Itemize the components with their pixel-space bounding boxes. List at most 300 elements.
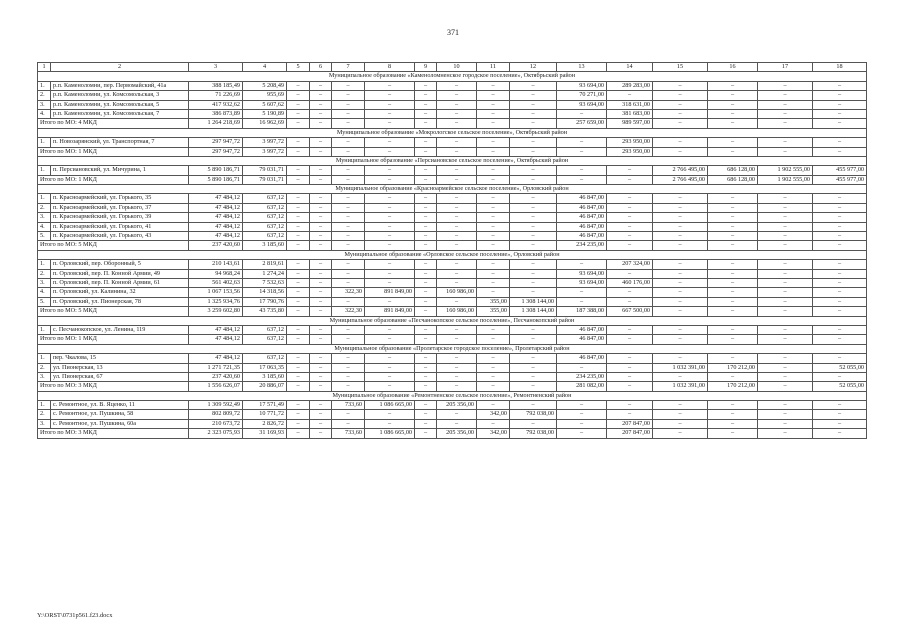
- value-cell: 2 826,72: [243, 419, 287, 428]
- total-value: –: [708, 241, 758, 250]
- value-cell: –: [477, 363, 510, 372]
- value-cell: 46 847,00: [557, 194, 607, 203]
- table-row: [38, 213, 867, 222]
- value-cell: 2 766 495,00: [653, 166, 708, 175]
- total-value: 237 420,60: [189, 241, 243, 250]
- value-cell: –: [437, 419, 477, 428]
- total-value: –: [653, 307, 708, 316]
- value-cell: 637,12: [243, 222, 287, 231]
- value-cell: –: [365, 194, 415, 203]
- value-cell: 2 819,61: [243, 260, 287, 269]
- value-cell: 637,12: [243, 354, 287, 363]
- value-cell: –: [653, 232, 708, 241]
- value-cell: –: [332, 232, 365, 241]
- value-cell: –: [758, 138, 813, 147]
- value-cell: 5 607,62: [243, 100, 287, 109]
- total-value: 205 356,00: [437, 429, 477, 438]
- value-cell: –: [758, 81, 813, 90]
- row-number: 1.: [38, 166, 51, 175]
- value-cell: –: [365, 297, 415, 306]
- total-label: Итого по МО: 4 МКД: [38, 119, 189, 128]
- column-number: 13: [557, 63, 607, 72]
- value-cell: –: [310, 401, 332, 410]
- total-value: –: [310, 147, 332, 156]
- value-cell: –: [310, 194, 332, 203]
- value-cell: –: [365, 260, 415, 269]
- value-cell: –: [332, 138, 365, 147]
- value-cell: –: [332, 410, 365, 419]
- address-cell: пер. Чкалова, 15: [51, 354, 189, 363]
- municipality-title: Муниципальное образование «Песчанокопское сельское поселение», Песчанокопский район: [38, 316, 867, 325]
- total-value: –: [813, 147, 867, 156]
- value-cell: 355,00: [477, 297, 510, 306]
- total-value: 733,60: [332, 429, 365, 438]
- total-value: 46 847,00: [557, 335, 607, 344]
- value-cell: –: [758, 297, 813, 306]
- total-value: –: [310, 241, 332, 250]
- value-cell: –: [758, 260, 813, 269]
- total-value: 160 986,00: [437, 307, 477, 316]
- value-cell: –: [437, 410, 477, 419]
- value-cell: –: [415, 100, 437, 109]
- value-cell: –: [365, 278, 415, 287]
- value-cell: –: [477, 194, 510, 203]
- column-number: 9: [415, 63, 437, 72]
- value-cell: 1 902 555,00: [758, 166, 813, 175]
- value-cell: 637,12: [243, 232, 287, 241]
- address-cell: с. Ремонтное, ул. В. Яценко, 11: [51, 401, 189, 410]
- row-number: 3.: [38, 278, 51, 287]
- value-cell: –: [287, 288, 310, 297]
- total-label: Итого по МО: 5 МКД: [38, 241, 189, 250]
- table-row: [38, 410, 867, 419]
- total-row: [38, 335, 867, 344]
- value-cell: –: [437, 297, 477, 306]
- value-cell: –: [813, 203, 867, 212]
- value-cell: 7 532,63: [243, 278, 287, 287]
- value-cell: –: [708, 260, 758, 269]
- value-cell: 52 055,00: [813, 363, 867, 372]
- value-cell: –: [415, 81, 437, 90]
- value-cell: 455 977,00: [813, 166, 867, 175]
- value-cell: –: [813, 213, 867, 222]
- total-value: 79 031,71: [243, 175, 287, 184]
- value-cell: –: [758, 372, 813, 381]
- municipality-header-row: [38, 344, 867, 353]
- total-value: –: [477, 175, 510, 184]
- total-value: 342,00: [477, 429, 510, 438]
- municipality-title: Муниципальное образование «Ремонтненское сельское поселение», Ремонтненский район: [38, 391, 867, 400]
- value-cell: –: [310, 222, 332, 231]
- column-number: 16: [708, 63, 758, 72]
- value-cell: –: [437, 138, 477, 147]
- row-number: 2.: [38, 363, 51, 372]
- value-cell: 47 484,12: [189, 194, 243, 203]
- value-cell: –: [708, 213, 758, 222]
- total-value: –: [415, 241, 437, 250]
- total-value: –: [287, 382, 310, 391]
- value-cell: –: [287, 401, 310, 410]
- value-cell: –: [365, 354, 415, 363]
- value-cell: 637,12: [243, 194, 287, 203]
- value-cell: –: [708, 81, 758, 90]
- value-cell: 1 032 391,00: [653, 363, 708, 372]
- total-value: –: [332, 147, 365, 156]
- value-cell: –: [437, 166, 477, 175]
- value-cell: –: [510, 166, 557, 175]
- value-cell: 802 809,72: [189, 410, 243, 419]
- table-row: [38, 203, 867, 212]
- value-cell: –: [310, 419, 332, 428]
- value-cell: 10 771,72: [243, 410, 287, 419]
- value-cell: –: [310, 109, 332, 118]
- value-cell: –: [415, 325, 437, 334]
- value-cell: 46 847,00: [557, 213, 607, 222]
- value-cell: –: [708, 288, 758, 297]
- table-row: [38, 354, 867, 363]
- total-value: 234 235,00: [557, 241, 607, 250]
- value-cell: –: [415, 363, 437, 372]
- value-cell: –: [510, 363, 557, 372]
- value-cell: –: [477, 372, 510, 381]
- value-cell: –: [557, 419, 607, 428]
- value-cell: –: [653, 138, 708, 147]
- value-cell: 79 031,71: [243, 166, 287, 175]
- row-number: 1.: [38, 325, 51, 334]
- value-cell: –: [758, 419, 813, 428]
- table-row: [38, 100, 867, 109]
- total-value: –: [557, 175, 607, 184]
- value-cell: –: [813, 419, 867, 428]
- table-row: [38, 81, 867, 90]
- municipality-header-row: [38, 156, 867, 165]
- value-cell: –: [510, 325, 557, 334]
- total-value: 170 212,00: [708, 382, 758, 391]
- row-number: 1.: [38, 81, 51, 90]
- value-cell: –: [287, 91, 310, 100]
- value-cell: –: [708, 222, 758, 231]
- value-cell: –: [437, 109, 477, 118]
- municipality-header-row: [38, 316, 867, 325]
- total-value: –: [758, 147, 813, 156]
- total-value: –: [510, 382, 557, 391]
- total-label: Итого по МО: 3 МКД: [38, 429, 189, 438]
- value-cell: –: [332, 109, 365, 118]
- value-cell: –: [415, 354, 437, 363]
- table-row: [38, 278, 867, 287]
- value-cell: –: [653, 203, 708, 212]
- value-cell: –: [607, 194, 653, 203]
- value-cell: –: [365, 419, 415, 428]
- value-cell: 3 997,72: [243, 138, 287, 147]
- total-value: –: [332, 241, 365, 250]
- value-cell: –: [653, 354, 708, 363]
- total-value: 667 500,00: [607, 307, 653, 316]
- value-cell: –: [813, 372, 867, 381]
- value-cell: –: [758, 354, 813, 363]
- value-cell: –: [415, 166, 437, 175]
- value-cell: –: [813, 194, 867, 203]
- value-cell: 342,00: [477, 410, 510, 419]
- value-cell: –: [365, 203, 415, 212]
- value-cell: –: [813, 278, 867, 287]
- address-cell: п. Орловский, пер. Оборонный, 5: [51, 260, 189, 269]
- value-cell: 207 847,00: [607, 419, 653, 428]
- total-label: Итого по МО: 1 МКД: [38, 147, 189, 156]
- value-cell: 3 185,60: [243, 372, 287, 381]
- municipality-title: Муниципальное образование «Каменоломненское городское поселение», Октябрьский район: [38, 72, 867, 81]
- total-value: –: [607, 175, 653, 184]
- total-value: –: [287, 241, 310, 250]
- value-cell: 381 683,00: [607, 109, 653, 118]
- table-row: [38, 288, 867, 297]
- value-cell: –: [415, 91, 437, 100]
- value-cell: –: [708, 232, 758, 241]
- total-value: 1 308 144,00: [510, 307, 557, 316]
- column-number: 7: [332, 63, 365, 72]
- total-value: –: [653, 335, 708, 344]
- total-value: –: [287, 307, 310, 316]
- value-cell: –: [813, 325, 867, 334]
- value-cell: –: [287, 278, 310, 287]
- value-cell: –: [510, 372, 557, 381]
- value-cell: –: [510, 81, 557, 90]
- total-value: 2 766 495,00: [653, 175, 708, 184]
- total-row: [38, 119, 867, 128]
- value-cell: –: [477, 81, 510, 90]
- column-number: 5: [287, 63, 310, 72]
- value-cell: –: [332, 91, 365, 100]
- total-value: –: [332, 175, 365, 184]
- value-cell: –: [607, 288, 653, 297]
- value-cell: –: [510, 419, 557, 428]
- value-cell: –: [758, 288, 813, 297]
- total-value: –: [510, 119, 557, 128]
- total-value: –: [332, 119, 365, 128]
- value-cell: –: [708, 410, 758, 419]
- total-value: –: [310, 119, 332, 128]
- value-cell: –: [708, 269, 758, 278]
- total-row: [38, 175, 867, 184]
- total-value: –: [653, 147, 708, 156]
- value-cell: –: [310, 269, 332, 278]
- value-cell: –: [477, 401, 510, 410]
- column-number: 1: [38, 63, 51, 72]
- total-value: –: [477, 382, 510, 391]
- address-cell: ул. Пионерская, 13: [51, 363, 189, 372]
- total-value: –: [510, 241, 557, 250]
- value-cell: –: [310, 91, 332, 100]
- value-cell: 17 571,49: [243, 401, 287, 410]
- total-value: –: [653, 241, 708, 250]
- value-cell: 71 226,69: [189, 91, 243, 100]
- total-value: 637,12: [243, 335, 287, 344]
- address-cell: п. Новозарянский, ул. Транспортная, 7: [51, 138, 189, 147]
- total-value: –: [365, 241, 415, 250]
- value-cell: –: [365, 109, 415, 118]
- value-cell: –: [437, 372, 477, 381]
- value-cell: –: [758, 203, 813, 212]
- total-value: 293 950,00: [607, 147, 653, 156]
- total-row: [38, 241, 867, 250]
- column-number: 11: [477, 63, 510, 72]
- value-cell: 207 324,00: [607, 260, 653, 269]
- value-cell: –: [607, 410, 653, 419]
- total-value: 47 484,12: [189, 335, 243, 344]
- value-cell: –: [557, 138, 607, 147]
- total-value: 1 264 218,69: [189, 119, 243, 128]
- total-value: –: [758, 335, 813, 344]
- value-cell: –: [437, 100, 477, 109]
- value-cell: –: [287, 203, 310, 212]
- value-cell: –: [510, 232, 557, 241]
- value-cell: –: [415, 232, 437, 241]
- value-cell: –: [653, 288, 708, 297]
- value-cell: 93 694,00: [557, 278, 607, 287]
- value-cell: –: [310, 260, 332, 269]
- total-value: –: [415, 382, 437, 391]
- value-cell: –: [813, 81, 867, 90]
- value-cell: –: [510, 194, 557, 203]
- value-cell: –: [287, 222, 310, 231]
- value-cell: –: [332, 372, 365, 381]
- value-cell: 293 950,00: [607, 138, 653, 147]
- total-value: –: [415, 429, 437, 438]
- address-cell: п. Орловский, пер. П. Конной Армии, 49: [51, 269, 189, 278]
- column-number: 2: [51, 63, 189, 72]
- column-number: 12: [510, 63, 557, 72]
- value-cell: –: [287, 81, 310, 90]
- total-value: –: [310, 382, 332, 391]
- value-cell: –: [653, 278, 708, 287]
- value-cell: 210 673,72: [189, 419, 243, 428]
- total-value: –: [708, 335, 758, 344]
- value-cell: –: [653, 81, 708, 90]
- total-value: –: [287, 429, 310, 438]
- total-value: –: [437, 335, 477, 344]
- municipality-title: Муниципальное образование «Пролетарское городское поселение», Пролетарский район: [38, 344, 867, 353]
- column-number-row: [38, 63, 867, 72]
- total-value: 3 997,72: [243, 147, 287, 156]
- value-cell: –: [310, 278, 332, 287]
- value-cell: –: [415, 419, 437, 428]
- value-cell: –: [758, 401, 813, 410]
- value-cell: 47 484,12: [189, 325, 243, 334]
- value-cell: –: [477, 166, 510, 175]
- value-cell: –: [287, 419, 310, 428]
- value-cell: –: [287, 354, 310, 363]
- table-row: [38, 222, 867, 231]
- total-value: –: [437, 241, 477, 250]
- total-value: –: [708, 307, 758, 316]
- row-number: 5.: [38, 232, 51, 241]
- value-cell: 94 968,24: [189, 269, 243, 278]
- value-cell: 237 420,60: [189, 372, 243, 381]
- value-cell: –: [310, 288, 332, 297]
- total-value: –: [813, 119, 867, 128]
- value-cell: –: [365, 166, 415, 175]
- address-cell: р.п. Каменоломни, ул. Комсомольская, 3: [51, 91, 189, 100]
- value-cell: –: [510, 203, 557, 212]
- value-cell: –: [477, 419, 510, 428]
- total-label: Итого по МО: 5 МКД: [38, 307, 189, 316]
- value-cell: –: [477, 100, 510, 109]
- value-cell: –: [365, 222, 415, 231]
- value-cell: –: [607, 354, 653, 363]
- value-cell: –: [332, 222, 365, 231]
- value-cell: –: [310, 372, 332, 381]
- value-cell: –: [332, 213, 365, 222]
- value-cell: –: [415, 213, 437, 222]
- value-cell: 733,60: [332, 401, 365, 410]
- value-cell: –: [332, 203, 365, 212]
- value-cell: –: [653, 91, 708, 100]
- column-number: 8: [365, 63, 415, 72]
- value-cell: –: [477, 325, 510, 334]
- value-cell: –: [607, 91, 653, 100]
- value-cell: –: [287, 325, 310, 334]
- table-row: [38, 372, 867, 381]
- row-number: 1.: [38, 260, 51, 269]
- value-cell: 417 932,62: [189, 100, 243, 109]
- value-cell: –: [758, 100, 813, 109]
- value-cell: –: [415, 401, 437, 410]
- value-cell: –: [365, 232, 415, 241]
- value-cell: –: [415, 410, 437, 419]
- value-cell: –: [365, 363, 415, 372]
- value-cell: 1 067 153,56: [189, 288, 243, 297]
- value-cell: –: [653, 325, 708, 334]
- value-cell: 1 271 721,35: [189, 363, 243, 372]
- total-value: –: [365, 147, 415, 156]
- value-cell: –: [813, 260, 867, 269]
- value-cell: –: [365, 325, 415, 334]
- value-cell: –: [477, 354, 510, 363]
- value-cell: –: [607, 232, 653, 241]
- value-cell: –: [653, 260, 708, 269]
- value-cell: –: [510, 109, 557, 118]
- address-cell: п. Красноармейский, ул. Горького, 43: [51, 232, 189, 241]
- address-cell: п. Красноармейский, ул. Горького, 37: [51, 203, 189, 212]
- total-value: –: [758, 307, 813, 316]
- total-value: –: [365, 382, 415, 391]
- value-cell: –: [557, 401, 607, 410]
- value-cell: 637,12: [243, 213, 287, 222]
- value-cell: –: [310, 81, 332, 90]
- value-cell: –: [477, 232, 510, 241]
- value-cell: –: [477, 288, 510, 297]
- total-value: 297 947,72: [189, 147, 243, 156]
- value-cell: –: [365, 81, 415, 90]
- value-cell: –: [557, 109, 607, 118]
- column-number: 18: [813, 63, 867, 72]
- value-cell: –: [477, 213, 510, 222]
- value-cell: –: [653, 297, 708, 306]
- total-value: –: [310, 429, 332, 438]
- table-row: [38, 232, 867, 241]
- value-cell: 686 128,00: [708, 166, 758, 175]
- total-value: –: [813, 429, 867, 438]
- column-number: 14: [607, 63, 653, 72]
- total-value: –: [415, 147, 437, 156]
- value-cell: 322,30: [332, 288, 365, 297]
- table-row: [38, 194, 867, 203]
- value-cell: –: [653, 109, 708, 118]
- total-value: –: [813, 241, 867, 250]
- value-cell: 46 847,00: [557, 325, 607, 334]
- total-value: 3 259 602,80: [189, 307, 243, 316]
- municipality-header-row: [38, 250, 867, 259]
